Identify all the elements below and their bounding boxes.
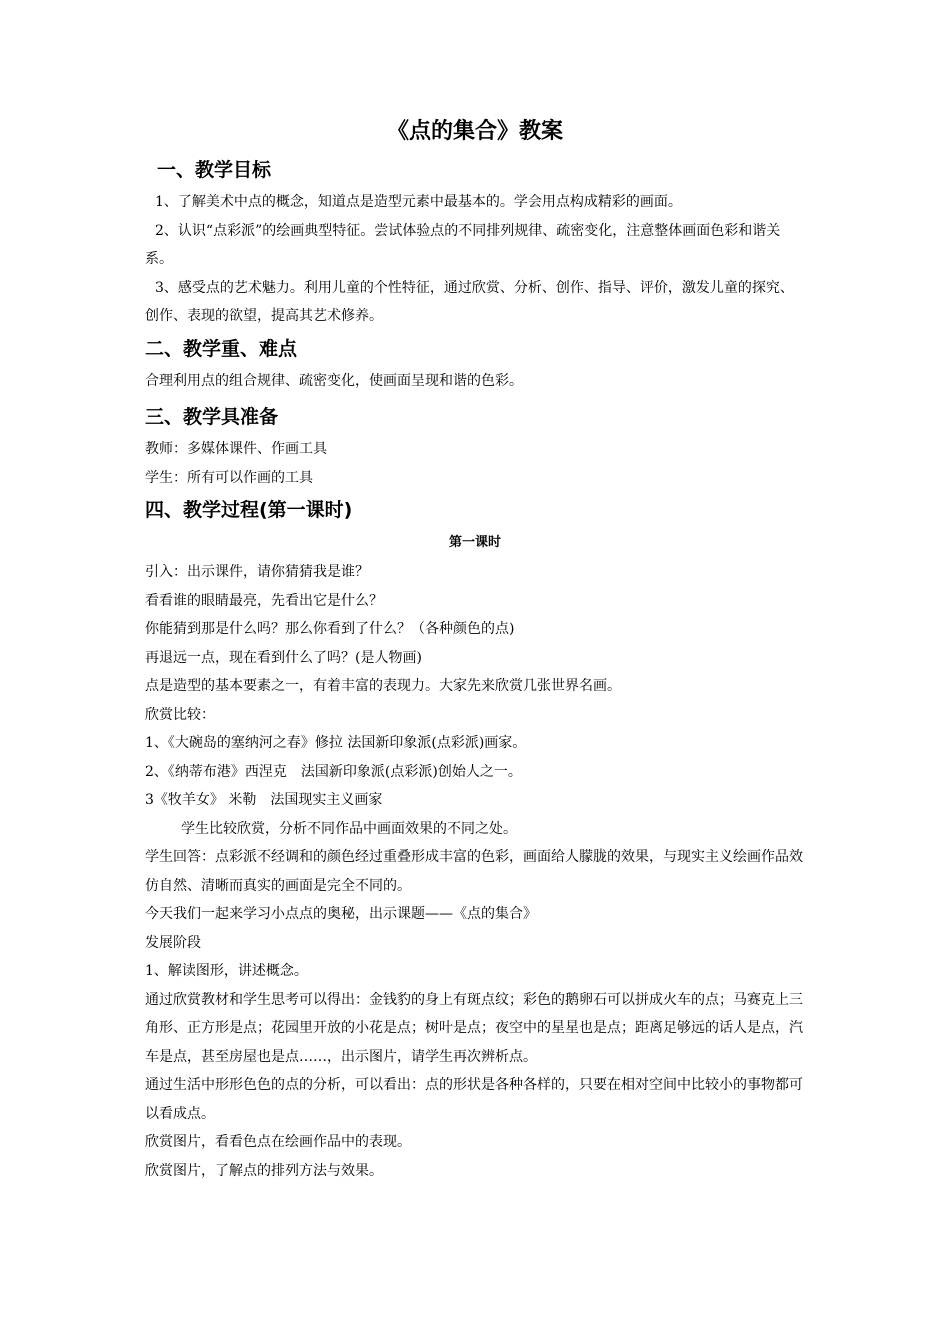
process-line: 学生比较欣赏，分析不同作品中画面效果的不同之处。 — [181, 820, 517, 837]
process-line: 1、《大碗岛的塞纳河之春》修拉 法国新印象派(点彩派)画家。 — [145, 735, 527, 751]
teacher-materials: 教师：多媒体课件、作画工具 — [145, 441, 327, 457]
process-line: 欣赏图片，看看色点在绘画作品中的表现。 — [145, 1134, 411, 1150]
student-materials: 学生：所有可以作画的工具 — [145, 469, 313, 486]
section-heading-materials: 三、教学具准备 — [145, 406, 279, 428]
process-line: 通过欣赏教材和学生思考可以得出：金钱豹的身上有斑点纹；彩色的鹅卵石可以拼成火车的点；马赛克上三角形、正方形是点；花园里开放的小花是点；树叶是点；夜空中的星星也是点；距离足够远的话人是点，汽车是点，甚至房屋也是点……，出示图片，请学生再次辨析点。 — [145, 991, 803, 1065]
process-line: 发展阶段 — [145, 934, 201, 951]
process-line: 看看谁的眼睛最亮，先看出它是什么？ — [145, 592, 383, 609]
process-line: 3《牧羊女》 米勒 法国现实主义画家 — [145, 792, 383, 808]
process-line: 学生回答：点彩派不经调和的颜色经过重叠形成丰富的色彩，画面给人朦胧的效果，与现实主义绘画作品效仿自然、清晰而真实的画面是完全不同的。 — [145, 849, 803, 894]
process-line: 1、解读图形，讲述概念。 — [145, 963, 308, 979]
section-heading-key-points: 二、教学重、难点 — [145, 337, 298, 360]
document-title: 《点的集合》教案 — [386, 119, 563, 144]
section-heading-process: 四、教学过程(第一课时) — [145, 499, 353, 521]
process-line: 今天我们一起来学习小点点的奥秘，出示课题——《点的集合》 — [145, 906, 537, 922]
document-page — [145, 112, 805, 1185]
objective-item: 1、了解美术中点的概念，知道点是造型元素中最基本的。学会用点构成精彩的画面。 — [155, 194, 682, 210]
process-line: 点是造型的基本要素之一，有着丰富的表现力。大家先来欣赏几张世界名画。 — [145, 678, 621, 694]
process-line: 欣赏比较： — [145, 706, 215, 723]
process-line: 你能猜到那是什么吗？那么你看到了什么？（各种颜色的点) — [145, 621, 515, 637]
process-line: 欣赏图片，了解点的排列方法与效果。 — [145, 1162, 383, 1179]
process-line: 2、《纳蒂布港》西涅克 法国新印象派(点彩派)创始人之一。 — [145, 763, 522, 780]
process-line: 引入：出示课件，请你猜猜我是谁？ — [145, 564, 369, 580]
objective-item: 3、感受点的艺术魅力。利用儿童的个性特征，通过欣赏、分析、创作、指导、评价，激发儿童的探究、创作、表现的欲望，提高其艺术修养。 — [145, 279, 794, 324]
process-line: 通过生活中形形色色的点的分析，可以看出：点的形状是各种各样的，只要在相对空间中比较小的事物都可以看成点。 — [145, 1077, 803, 1122]
key-points-text: 合理利用点的组合规律、疏密变化，使画面呈现和谐的色彩。 — [145, 372, 523, 389]
process-line: 再退远一点，现在看到什么了吗？(是人物画) — [145, 649, 422, 666]
lesson-subheading: 第一课时 — [448, 535, 501, 550]
objective-item: 2、认识“点彩派”的绘画典型特征。尝试体验点的不同排列规律、疏密变化，注意整体画面色彩和谐关系。 — [145, 222, 781, 267]
section-heading-objectives: 一、教学目标 — [157, 159, 272, 181]
